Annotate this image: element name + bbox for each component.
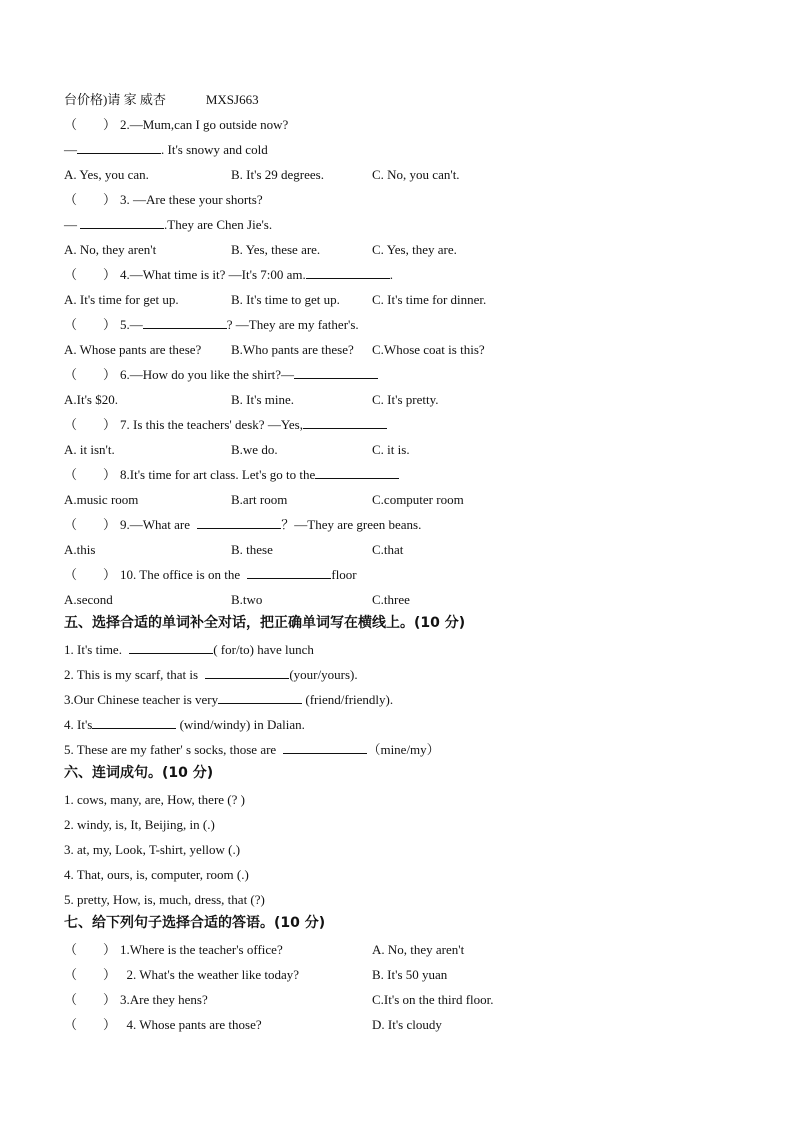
answer-paren[interactable]: （ ） [64,317,117,332]
answer-blank[interactable] [283,741,367,754]
dash: — [64,217,77,232]
fill-text: 4. It's [64,717,93,732]
option-a[interactable]: A. Whose pants are these? [64,342,202,357]
answer-paren[interactable]: （ ） [64,267,117,282]
answer-blank[interactable] [306,266,390,279]
answer-paren[interactable]: （ ） [64,967,117,982]
question-text: .They are Chen Jie's. [164,217,273,232]
question-text: 8.It's time for art class. Let's go to the [120,467,316,482]
answer-blank[interactable] [129,641,213,654]
answer-paren[interactable]: （ ） [64,567,117,582]
question-text: 10. The office is on the [120,567,244,582]
question-2-options [64,166,764,184]
option-a[interactable]: A.second [64,592,113,607]
question-text: 3. —Are these your shorts? [120,192,263,207]
question-text: ? —They are my father's. [226,317,359,332]
match-question: 4. Whose pants are those? [120,1017,262,1032]
question-3-options [64,241,764,259]
question-text: 6.—How do you like the shirt?— [120,367,295,382]
question-8 [64,466,399,484]
answer-blank[interactable] [92,716,176,729]
question-10 [64,566,357,584]
fill-text: （mine/my） [367,742,440,757]
sentence-item: 3. at, my, Look, T-shirt, yellow (.) [64,842,241,857]
question-4 [64,266,393,284]
option-b[interactable]: B. It's 29 degrees. [231,167,324,182]
match-question: 2. What's the weather like today? [120,967,299,982]
question-6-options [64,391,764,409]
fill-text: 1. It's time. [64,642,126,657]
question-7-options [64,441,764,459]
question-text: 5.— [120,317,143,332]
match-answer: B. It's 50 yuan [372,967,448,982]
question-4-options [64,291,764,309]
option-a[interactable]: A.music room [64,492,139,507]
sentence-item: 1. cows, many, are, How, there (? ) [64,792,245,807]
header-code: MXSJ663 [205,92,259,107]
question-text: floor [331,567,357,582]
question-text: 9.—What are [120,517,194,532]
answer-paren[interactable]: （ ） [64,942,117,957]
match-question: 1.Where is the teacher's office? [120,942,283,957]
match-row [64,941,764,959]
fill-5 [64,741,440,759]
option-c[interactable]: C. it is. [372,442,410,457]
option-a[interactable]: A. Yes, you can. [64,167,149,182]
fill-text: 3.Our Chinese teacher is very [64,692,219,707]
answer-blank[interactable] [247,566,331,579]
option-c[interactable]: C.that [372,542,404,557]
answer-paren[interactable]: （ ） [64,1017,117,1032]
answer-paren[interactable]: （ ） [64,517,117,532]
fill-text: (wind/windy) in Dalian. [176,717,305,732]
match-row [64,991,764,1009]
question-5-options [64,341,764,359]
answer-paren[interactable]: （ ） [64,467,117,482]
option-a[interactable]: A.this [64,542,96,557]
answer-blank[interactable] [205,666,289,679]
option-a[interactable]: A.It's $20. [64,392,118,407]
section-5-title: 五、选择合适的单词补全对话，把正确单词写在横线上。(10 分) [64,615,466,631]
answer-blank[interactable] [218,691,302,704]
sentence-item: 5. pretty, How, is, much, dress, that (?) [64,892,265,907]
answer-blank[interactable] [77,141,161,154]
question-6 [64,366,378,384]
fill-text: ( for/to) have lunch [213,642,314,657]
page-header [64,91,259,109]
fill-3 [64,691,393,709]
option-b[interactable]: B.two [231,592,263,607]
option-c[interactable]: C. Yes, they are. [372,242,457,257]
option-a[interactable]: A. it isn't. [64,442,115,457]
option-a[interactable]: A. It's time for get up. [64,292,179,307]
question-2 [64,116,288,134]
fill-text: 5. These are my father' s socks, those are [64,742,280,757]
option-b[interactable]: B. It's mine. [231,392,295,407]
match-answer: A. No, they aren't [372,942,465,957]
section-6-title: 六、连词成句。(10 分) [64,765,214,781]
question-3 [64,191,263,209]
sentence-item: 4. That, ours, is, computer, room (.) [64,867,249,882]
fill-text: (your/yours). [289,667,358,682]
fill-2 [64,666,358,684]
answer-paren[interactable]: （ ） [64,192,117,207]
option-c[interactable]: C. It's time for dinner. [372,292,487,307]
match-answer: D. It's cloudy [372,1017,442,1032]
answer-blank[interactable] [197,516,281,529]
option-a[interactable]: A. No, they aren't [64,242,157,257]
answer-paren[interactable]: （ ） [64,992,117,1007]
fill-text: 2. This is my scarf, that is [64,667,202,682]
fill-4 [64,716,305,734]
question-9 [64,516,421,534]
answer-paren[interactable]: （ ） [64,367,117,382]
option-b[interactable]: B. these [231,542,273,557]
dash: — [64,142,77,157]
question-text: 7. Is this the teachers' desk? —Yes, [120,417,303,432]
question-10-options [64,591,764,609]
match-row [64,1016,764,1034]
question-text: ？—They are green beans. [281,517,422,532]
answer-blank[interactable] [315,466,399,479]
question-2-line2 [64,141,268,159]
answer-paren[interactable]: （ ） [64,117,117,132]
option-c[interactable]: C.Whose coat is this? [372,342,485,357]
question-9-options [64,541,764,559]
section-7-title: 七、给下列句子选择合适的答语。(10 分) [64,915,326,931]
option-b[interactable]: B.we do. [231,442,278,457]
question-5 [64,316,359,334]
option-c[interactable]: C.three [372,592,410,607]
option-b[interactable]: B.Who pants are these? [231,342,354,357]
question-8-options [64,491,764,509]
header-text: 台价格)请 家 威杏 [64,92,166,107]
option-c[interactable]: C. No, you can't. [372,167,460,182]
option-b[interactable]: B. Yes, these are. [231,242,321,257]
option-c[interactable]: C. It's pretty. [372,392,439,407]
fill-1 [64,641,314,659]
question-text: 2.—Mum,can I go outside now? [120,117,289,132]
fill-text: (friend/friendly). [302,692,394,707]
question-text: . It's snowy and cold [161,142,268,157]
option-b[interactable]: B. It's time to get up. [231,292,340,307]
match-row [64,966,764,984]
question-7 [64,416,387,434]
option-b[interactable]: B.art room [231,492,288,507]
match-answer: C.It's on the third floor. [372,992,494,1007]
answer-blank[interactable] [303,416,387,429]
question-text: 4.—What time is it? —It's 7:00 am. [120,267,306,282]
sentence-item: 2. windy, is, It, Beijing, in (.) [64,817,215,832]
question-tail: . [389,267,394,282]
answer-blank[interactable] [294,366,378,379]
match-question: 3.Are they hens? [120,992,208,1007]
answer-blank[interactable] [143,316,227,329]
question-3-line2 [64,216,272,234]
answer-blank[interactable] [80,216,164,229]
option-c[interactable]: C.computer room [372,492,464,507]
answer-paren[interactable]: （ ） [64,417,117,432]
